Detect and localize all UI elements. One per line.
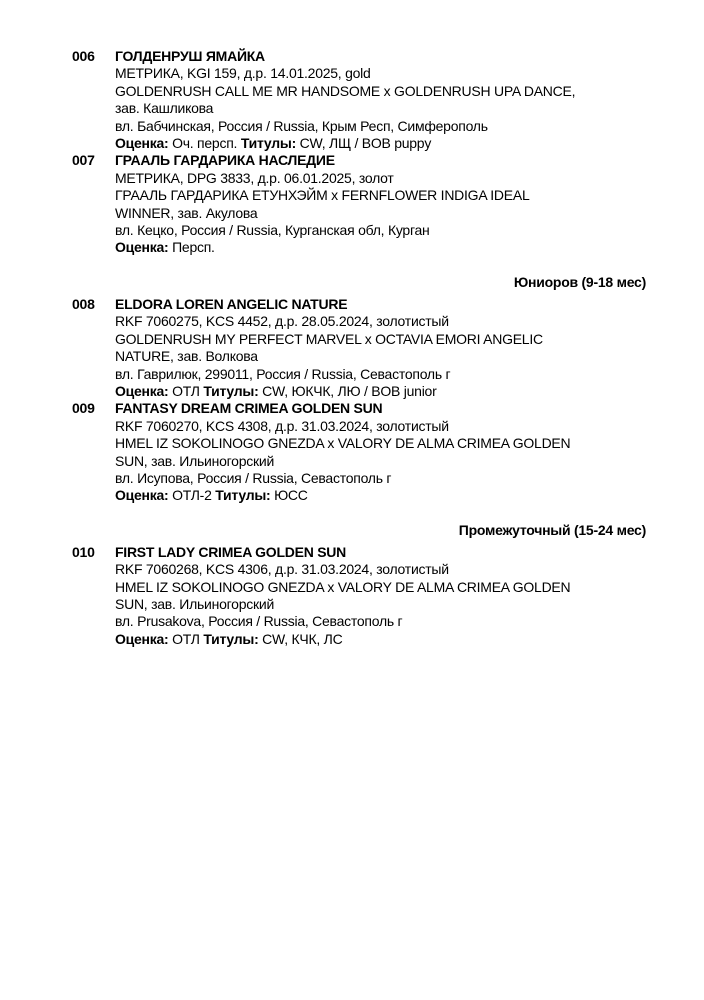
section-heading-juniors: Юниоров (9-18 мес) xyxy=(513,273,646,290)
section-heading-intermediate: Промежуточный (15-24 мес) xyxy=(458,521,646,538)
entry-detail-line: GOLDENRUSH MY PERFECT MARVEL x OCTAVIA EMORI ANGELIC xyxy=(115,330,543,347)
dog-entry xyxy=(72,296,646,400)
dog-entry xyxy=(72,544,646,648)
titles-value: CW, ЛЩ / BOB puppy xyxy=(299,135,432,152)
grade-value: ОТЛ xyxy=(172,630,200,647)
entry-body xyxy=(115,296,646,400)
titles-label: Титулы: xyxy=(203,382,259,399)
entry-body xyxy=(115,400,646,504)
titles-value: CW, КЧК, ЛС xyxy=(262,630,343,647)
entry-detail-line: HMEL IZ SOKOLINOGO GNEZDA x VALORY DE ALMA CRIMEA GOLDEN xyxy=(115,435,571,452)
grade-value: ОТЛ-2 xyxy=(172,487,212,504)
grade-value: Оч. персп. xyxy=(172,135,238,152)
dog-entry xyxy=(72,152,646,256)
grade-label: Оценка: xyxy=(115,239,169,256)
entry-body xyxy=(115,152,646,256)
titles-label: Титулы: xyxy=(240,135,297,152)
titles-value: ЮСС xyxy=(274,487,308,504)
entry-detail-line: NATURE, зав. Волкова xyxy=(115,348,258,365)
catalog-page xyxy=(72,48,646,648)
grade-label: Оценка: xyxy=(115,630,169,647)
grade-line xyxy=(115,239,646,256)
entry-number: 010 xyxy=(72,543,95,560)
dog-name: ГОЛДЕНРУШ ЯМАЙКА xyxy=(115,48,265,64)
grade-line xyxy=(115,487,646,504)
entry-detail-line: МЕТРИКА, KGI 159, д.р. 14.01.2025, gold xyxy=(115,65,371,82)
entry-detail-line: вл. Prusakova, Россия / Russia, Севастополь г xyxy=(115,613,403,630)
entry-detail-line: ГРААЛЬ ГАРДАРИКА ЕТУНХЭЙМ x FERNFLOWER INDIGA IDEAL xyxy=(115,187,530,204)
grade-line xyxy=(115,383,646,400)
titles-value: CW, ЮКЧК, ЛЮ / BOB junior xyxy=(262,382,437,399)
entry-number: 006 xyxy=(72,48,95,64)
entry-detail-line: зав. Кашликова xyxy=(115,100,214,117)
grade-label: Оценка: xyxy=(115,487,169,504)
entry-detail-line: GOLDENRUSH CALL ME MR HANDSOME x GOLDENRUSH UPA DANCE, xyxy=(115,82,576,99)
entry-detail-line: WINNER, зав. Акулова xyxy=(115,204,258,221)
entry-detail-line: вл. Гаврилюк, 299011, Россия / Russia, Севастополь г xyxy=(115,365,451,382)
entry-detail-line: SUN, зав. Ильиногорский xyxy=(115,452,275,469)
grade-value: ОТЛ xyxy=(172,382,200,399)
dog-name: FIRST LADY CRIMEA GOLDEN SUN xyxy=(115,543,347,560)
dog-name: ELDORA LOREN ANGELIC NATURE xyxy=(115,295,348,312)
dog-entry xyxy=(72,400,646,504)
entry-detail-line: вл. Бабчинская, Россия / Russia, Крым Респ, Симферополь xyxy=(115,117,488,134)
dog-name: ГРААЛЬ ГАРДАРИКА НАСЛЕДИЕ xyxy=(115,152,335,169)
dog-entry xyxy=(72,48,646,152)
grade-label: Оценка: xyxy=(115,135,169,152)
grade-label: Оценка: xyxy=(115,382,169,399)
entry-detail-line: RKF 7060270, KCS 4308, д.р. 31.03.2024, золотистый xyxy=(115,417,449,434)
entry-group xyxy=(72,544,646,648)
entry-detail-line: вл. Кецко, Россия / Russia, Курганская обл, Курган xyxy=(115,222,430,239)
dog-name: FANTASY DREAM CRIMEA GOLDEN SUN xyxy=(115,400,383,417)
entry-number: 007 xyxy=(72,152,95,169)
titles-label: Титулы: xyxy=(203,630,259,647)
entry-body xyxy=(115,544,646,648)
entry-detail-line: вл. Исупова, Россия / Russia, Севастополь г xyxy=(115,469,392,486)
entry-body xyxy=(115,48,646,152)
entry-number: 009 xyxy=(72,400,95,417)
entry-detail-line: HMEL IZ SOKOLINOGO GNEZDA x VALORY DE ALMA CRIMEA GOLDEN xyxy=(115,578,571,595)
grade-line xyxy=(115,631,646,648)
entry-detail-line: RKF 7060268, KCS 4306, д.р. 31.03.2024, золотистый xyxy=(115,561,449,578)
grade-line xyxy=(115,135,646,152)
entry-number: 008 xyxy=(72,295,95,312)
grade-value: Персп. xyxy=(172,239,215,256)
entry-detail-line: RKF 7060275, KCS 4452, д.р. 28.05.2024, золотистый xyxy=(115,313,449,330)
titles-label: Титулы: xyxy=(215,487,271,504)
entry-group xyxy=(72,48,646,257)
entry-group xyxy=(72,296,646,505)
entry-detail-line: МЕТРИКА, DPG 3833, д.р. 06.01.2025, золот xyxy=(115,169,394,186)
entry-detail-line: SUN, зав. Ильиногорский xyxy=(115,595,275,612)
